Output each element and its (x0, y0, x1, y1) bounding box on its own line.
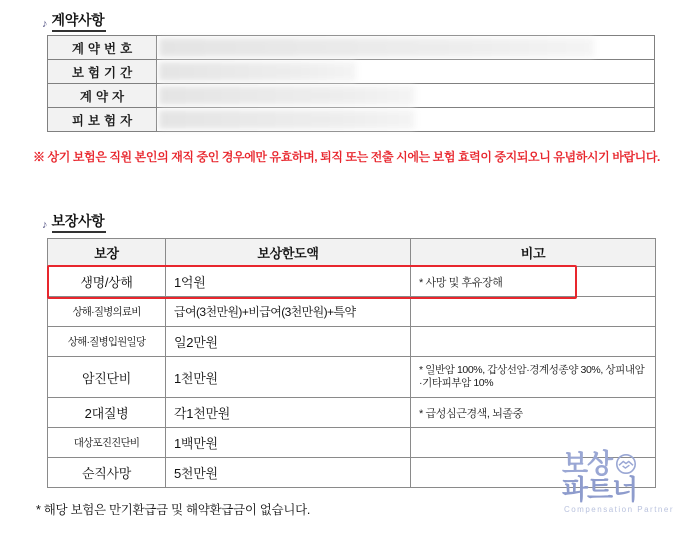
coverage-header-note: 비고 (411, 239, 656, 267)
table-row (48, 357, 656, 398)
coverage-name: 생명/상해 (48, 267, 166, 297)
coverage-note: * 사망 및 후유장해 (411, 267, 656, 297)
table-row (48, 108, 655, 132)
coverage-note: * 급성심근경색, 뇌졸중 (411, 398, 656, 428)
table-row (48, 36, 655, 60)
coverage-limit: 각1천만원 (166, 398, 411, 428)
watermark-line1: 보상 (561, 449, 613, 479)
section-title-coverage: 보장사항 (51, 213, 105, 229)
coverage-name: 대상포진진단비 (48, 428, 166, 458)
notice-text: ※ 상기 보험은 직원 본인의 재직 중인 경우에만 유효하며, 퇴직 또는 전출 시에는 보험 효력이 중지되오니 유념하시기 바랍니다. (33, 150, 660, 164)
coverage-limit: 1억원 (166, 267, 411, 297)
redacted-value (159, 62, 356, 81)
table-row (48, 327, 656, 357)
watermark (562, 451, 674, 514)
coverage-name: 암진단비 (48, 357, 166, 398)
coverage-note (411, 327, 656, 357)
coverage-limit: 1천만원 (166, 357, 411, 398)
table-row (48, 398, 656, 428)
coverage-header-coverage: 보장 (48, 239, 166, 267)
section-heading-contract (42, 10, 104, 32)
coverage-name: 상해·질병의료비 (48, 297, 166, 327)
coverage-name: 순직사망 (48, 458, 166, 488)
section-underline-contract (52, 30, 107, 32)
table-row (48, 267, 656, 297)
table-row (48, 84, 655, 108)
music-note-icon: ♪ (42, 18, 48, 30)
contract-label-policyholder: 계약자 (48, 84, 157, 108)
table-row (48, 297, 656, 327)
contract-label-number: 계약번호 (48, 36, 157, 60)
watermark-line1-wrap (562, 451, 674, 477)
contract-value-policyholder (157, 84, 655, 108)
contract-label-period: 보험기간 (48, 60, 157, 84)
contract-label-insured: 피보험자 (48, 108, 157, 132)
music-note-icon: ♪ (42, 219, 48, 231)
section-title-contract: 계약사항 (51, 12, 105, 28)
watermark-subtitle: Compensation Partner (563, 505, 674, 514)
coverage-limit: 일2만원 (166, 327, 411, 357)
coverage-limit: 5천만원 (166, 458, 411, 488)
section-underline-coverage (52, 231, 107, 233)
coverage-header-limit: 보상한도액 (166, 239, 411, 267)
handshake-icon (615, 453, 637, 475)
section-title-wrap-contract (52, 10, 105, 32)
contract-value-insured (157, 108, 655, 132)
contract-value-period (157, 60, 655, 84)
coverage-note (411, 297, 656, 327)
section-title-wrap-coverage (52, 211, 105, 233)
coverage-limit: 급여(3천만원)+비급여(3천만원)+특약 (166, 297, 411, 327)
coverage-table-header-row (48, 239, 656, 267)
contract-info-table (47, 35, 655, 132)
table-row (48, 60, 655, 84)
watermark-line2-wrap (562, 477, 674, 503)
redacted-value (159, 110, 415, 129)
section-heading-coverage (42, 211, 104, 233)
redacted-value (159, 38, 594, 57)
coverage-name: 2대질병 (48, 398, 166, 428)
contract-value-number (157, 36, 655, 60)
coverage-name: 상해·질병입원일당 (48, 327, 166, 357)
redacted-value (159, 86, 415, 105)
footnote-text: * 해당 보험은 만기환급금 및 해약환급금이 없습니다. (36, 503, 311, 517)
coverage-note: * 일반암 100%, 갑상선암·경계성종양 30%, 상피내암·기타피부암 10% (411, 357, 656, 398)
watermark-line2: 파트너 (561, 475, 638, 505)
coverage-limit: 1백만원 (166, 428, 411, 458)
